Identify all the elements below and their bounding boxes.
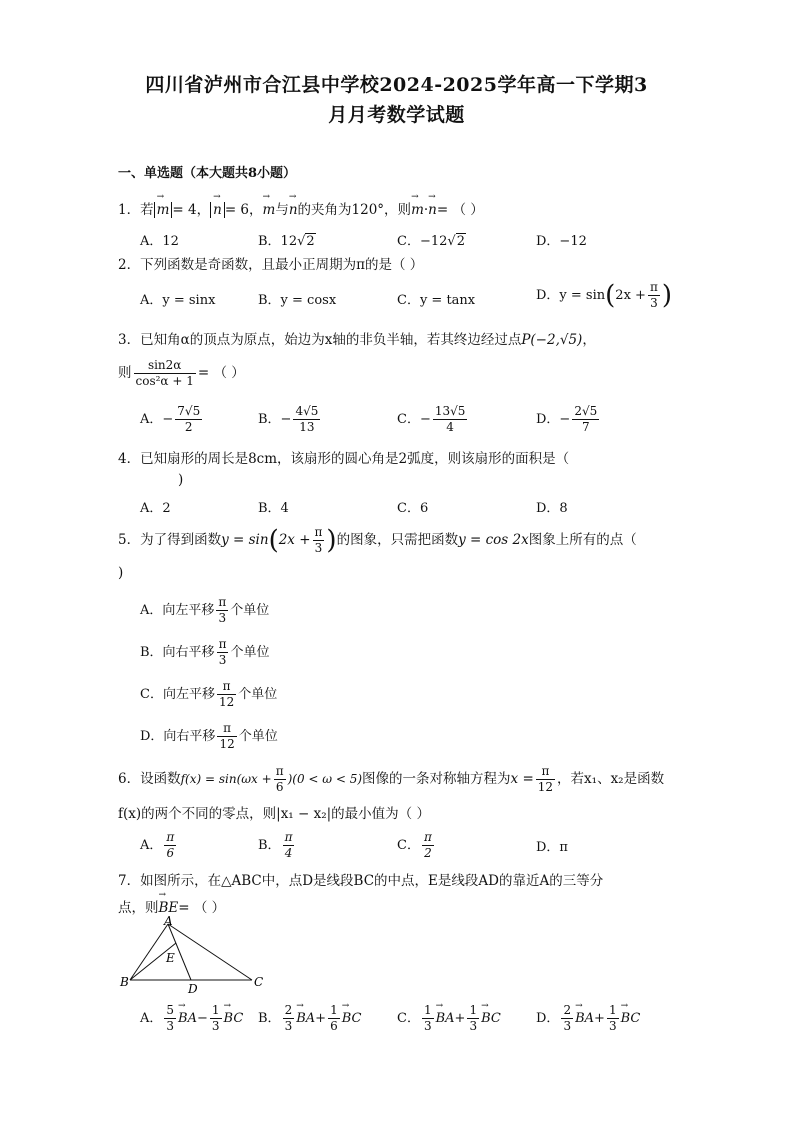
question-1-option-b[interactable]: B．12√2 — [258, 234, 315, 249]
question-2-stem: 2．下列函数是奇函数，且最小正周期为π的是（ ） — [118, 257, 424, 273]
question-5-stem-line1: 5．为了得到函数y = sin(2x + $\frac{\pi}{3}$ )的图象，只需把函数y = cos 2x图象上所有的点（ — [118, 525, 637, 556]
label-e: E — [166, 951, 175, 965]
triangle-figure — [116, 916, 266, 994]
question-4-stem-line2: ) — [178, 472, 184, 488]
question-6-option-c[interactable]: C． $\frac{\pi}{2}$ — [397, 830, 432, 860]
question-2-option-a[interactable]: A．y = sinx — [140, 293, 216, 308]
side-ac — [168, 924, 252, 980]
question-7-option-a[interactable]: A． $\frac{5}{3}$ → BA− $\frac{1}{3}$ → BC — [140, 1003, 243, 1034]
question-3-option-b[interactable]: B．− $\frac{4√5}{13}$ — [258, 404, 319, 434]
question-1-option-d[interactable]: D．−12 — [536, 234, 587, 249]
question-3-option-d[interactable]: D．− $\frac{2√5}{7}$ — [536, 404, 598, 434]
question-6-option-d[interactable]: D．π — [536, 840, 568, 855]
label-c: C — [254, 975, 264, 989]
question-2-option-b[interactable]: B．y = cosx — [258, 293, 337, 308]
label-d: D — [188, 982, 198, 994]
question-2-option-c[interactable]: C．y = tanx — [397, 293, 476, 308]
question-7-stem-line2: 点，则→ BE= （ ） — [118, 896, 225, 916]
label-b: B — [120, 975, 129, 989]
question-3-option-c[interactable]: C．− $\frac{13√5}{4}$ — [397, 404, 466, 434]
question-6-option-b[interactable]: B． $\frac{\pi}{4}$ — [258, 830, 293, 860]
question-1-option-a[interactable]: A．12 — [140, 234, 179, 249]
question-7-stem-line1: 7．如图所示，在△ABC中，点D是线段BC的中点，E是线段AD的靠近A的三等分 — [118, 873, 604, 889]
question-7-option-b[interactable]: B． $\frac{2}{3}$ → BA+ $\frac{1}{6}$ → BC — [258, 1003, 361, 1034]
question-5-option-b[interactable]: B．向右平移 $\frac{\pi}{3}$ 个单位 — [140, 637, 270, 667]
question-3-option-a[interactable]: A．− $\frac{7√5}{2}$ — [140, 404, 201, 434]
question-4-option-a[interactable]: A．2 — [140, 501, 171, 516]
question-6-option-a[interactable]: A． $\frac{\pi}{6}$ — [140, 830, 175, 860]
question-4-stem-line1: 4．已知扇形的周长是8cm，该扇形的圆心角是2弧度，则该扇形的面积是（ — [118, 451, 570, 467]
question-3-stem-line2: 则 $\frac{\sin 2\alpha}{\text{cos²α + 1}}$ = （ ） — [118, 358, 245, 388]
question-6-stem-line1: 6．设函数f(x) = sin(ωx + $\frac{\pi}{6}$ )(0 < ω < 5)图像的一条对称轴方程为x = $\frac{\pi}{12}$ ，若x₁、x₂是函数 — [118, 764, 665, 794]
side-ab — [130, 924, 168, 980]
section-heading: 一、单选题（本大题共8小题） — [118, 166, 297, 181]
page-title-line1: 四川省泸州市合江县中学校2024-2025学年高一下学期3 — [145, 74, 648, 96]
question-7-option-c[interactable]: C． $\frac{1}{3}$ → BA+ $\frac{1}{3}$ → BC — [397, 1003, 501, 1034]
page-title-line2: 月月考数学试题 — [328, 104, 465, 126]
question-1-stem: 1．若→ m = 4，→ n = 6，→ m与→ n的夹角为120°，则→ m·→ n= （ ） — [118, 198, 484, 218]
question-5-option-a[interactable]: A．向左平移 $\frac{\pi}{3}$ 个单位 — [140, 595, 270, 625]
question-5-stem-line2: ) — [118, 565, 124, 581]
question-4-option-c[interactable]: C．6 — [397, 501, 429, 516]
question-5-option-c[interactable]: C．向左平移 $\frac{\pi}{12}$ 个单位 — [140, 679, 278, 709]
question-5-option-d[interactable]: D．向右平移 $\frac{\pi}{12}$ 个单位 — [140, 721, 278, 751]
question-1-option-c[interactable]: C．−12√2 — [397, 234, 465, 249]
question-6-stem-line2: f(x)的两个不同的零点，则|x₁ − x₂|的最小值为（ ） — [118, 806, 430, 822]
question-2-option-d[interactable]: D．y = sin(2x + $\frac{\pi}{3}$ ) — [536, 280, 672, 311]
question-3-stem-line1: 3．已知角α的顶点为原点，始边为x轴的非负半轴，若其终边经过点P(−2,√5)， — [118, 332, 596, 348]
question-4-option-d[interactable]: D．8 — [536, 501, 568, 516]
question-7-option-d[interactable]: D． $\frac{2}{3}$ → BA+ $\frac{1}{3}$ → BC — [536, 1003, 640, 1034]
label-a: A — [164, 916, 173, 928]
question-4-option-b[interactable]: B．4 — [258, 501, 289, 516]
